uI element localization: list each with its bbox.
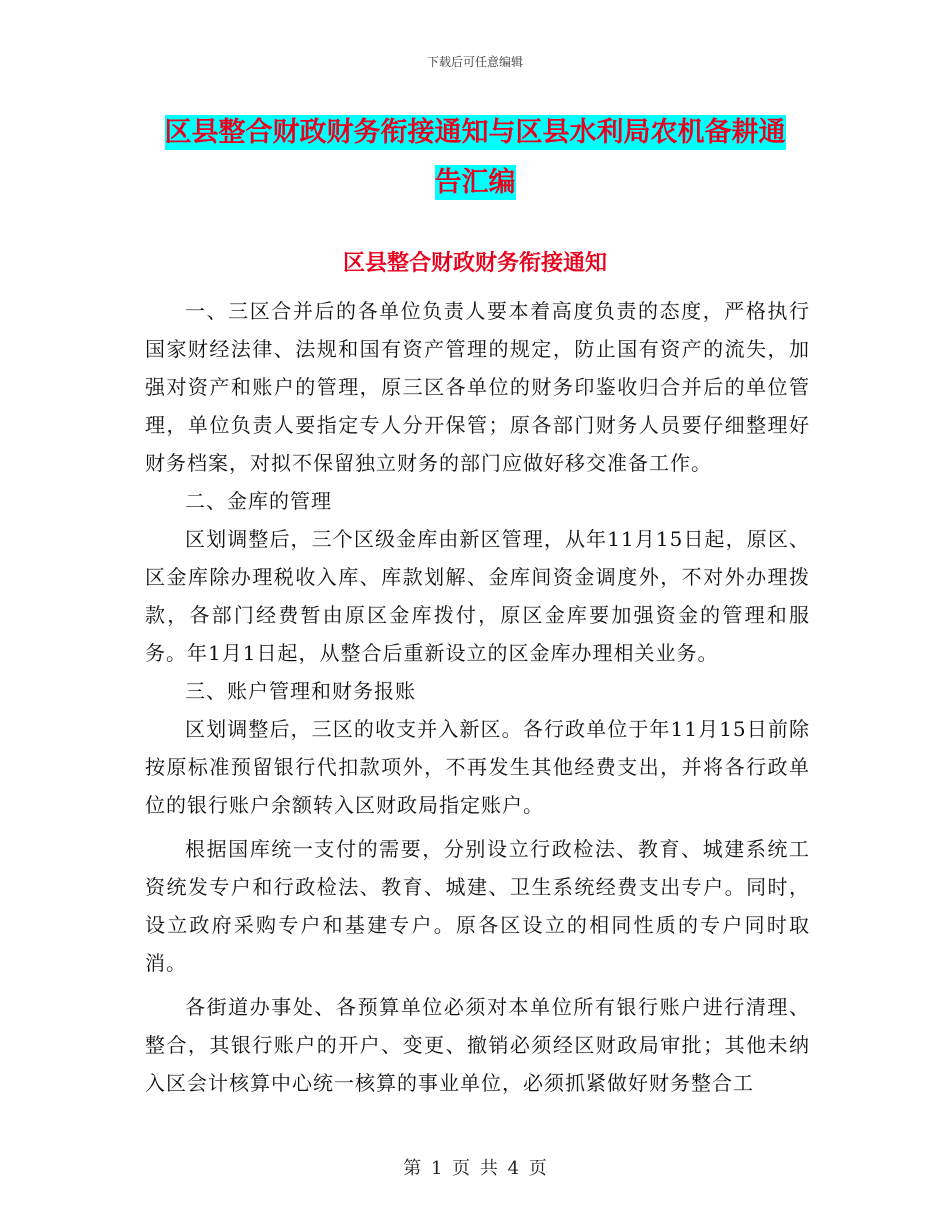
- paragraph-2-heading: 二、金库的管理: [185, 489, 332, 513]
- paragraph-5: 区划调整后，三区的收支并入新区。各行政单位于年11月15日前除按原标准预留银行代扣款项外，不再发生其他经费支出，并将各行政单位的银行账户余额转入区财政局指定账户。: [145, 717, 810, 817]
- document-title-line-2: 告汇编: [434, 167, 516, 198]
- document-body: [145, 292, 810, 1102]
- page-number-footer: 第 1 页 共 4 页: [403, 1158, 547, 1179]
- document-title: [140, 108, 810, 208]
- paragraph-1: 一、三区合并后的各单位负责人要本着高度负责的态度，严格执行国家财经法律、法规和国有资产管理的规定，防止国有资产的流失，加强对资产和账户的管理，原三区各单位的财务印鉴收归合并后的单位管理，单位负责人要指定专人分开保管；原各部门财务人员要仔细整理好财务档案，对拟不保留独立财务的部门应做好移交准备工作。: [145, 299, 810, 475]
- header-note: 下载后可任意编辑: [426, 55, 523, 69]
- document-title-line-1: 区县整合财政财务衔接通知与区县水利局农机备耕通: [164, 117, 786, 148]
- paragraph-7: 各街道办事处、各预算单位必须对本单位所有银行账户进行清理、整合，其银行账户的开户、变更、撤销必须经区财政局审批；其他未纳入区会计核算中心统一核算的事业单位，必须抓紧做好财务整合工: [145, 995, 810, 1095]
- section-title: 区县整合财政财务衔接通知: [342, 250, 607, 276]
- paragraph-3: 区划调整后，三个区级金库由新区管理，从年11月15日起，原区、区金库除办理税收入库、库款划解、金库间资金调度外，不对外办理拨款，各部门经费暂由原区金库拨付，原区金库要加强资金的管理和服务。年1月1日起，从整合后重新设立的区金库办理相关业务。: [145, 527, 810, 665]
- paragraph-4-heading: 三、账户管理和财务报账: [185, 679, 416, 703]
- paragraph-6: 根据国库统一支付的需要，分别设立行政检法、教育、城建系统工资统发专户和行政检法、教育、城建、卫生系统经费支出专户。同时，设立政府采购专户和基建专户。原各区设立的相同性质的专户同时取消。: [145, 837, 810, 975]
